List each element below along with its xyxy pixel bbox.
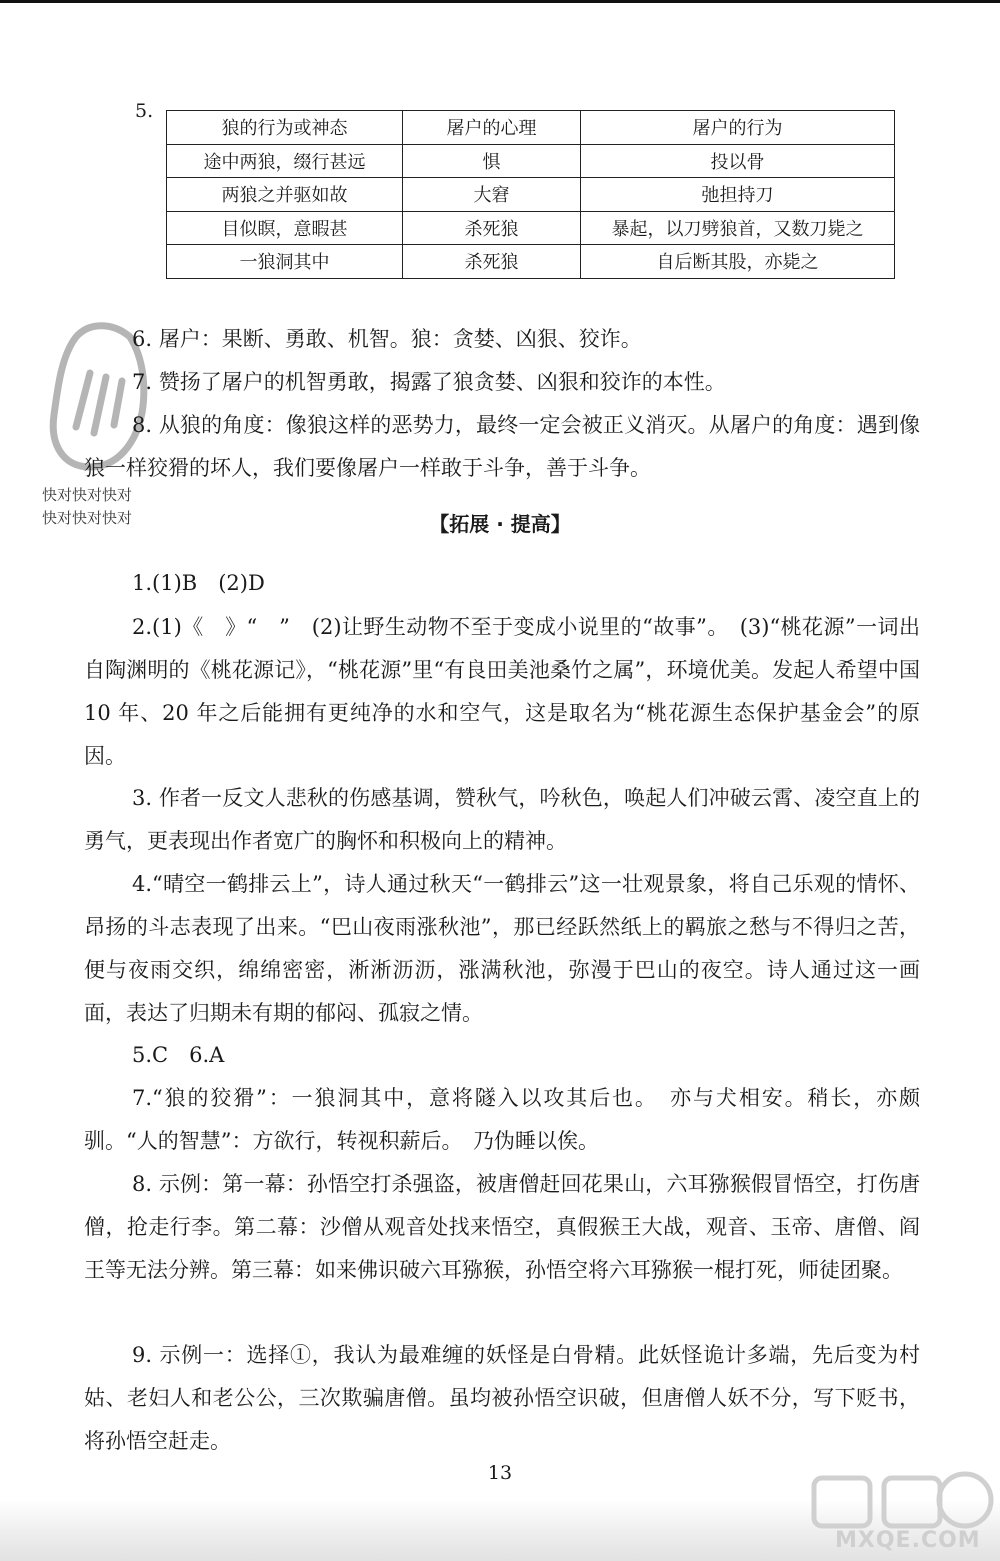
answer-ext-7: 7.“狼的狡猾”：一狼洞其中，意将隧入以攻其后也。 亦与犬相安。稍长，亦颇驯。“人的智慧”：方欲行，转视积薪后。 乃伪睡以俟。 bbox=[84, 1086, 920, 1153]
page-number: 13 bbox=[487, 1462, 513, 1484]
answer-ext-4: 4.“晴空一鹤排云上”，诗人通过秋天“一鹤排云”这一壮观景象，将自己乐观的情怀、昂扬的斗志表现了出来。“巴山夜雨涨秋池”，那已经跃然纸上的羁旅之愁与不得归之苦，便与夜雨交织，绵绵密密，淅淅沥沥，涨满秋池，弥漫于巴山的夜空。诗人通过这一画面，表达了归期未有期的郁闷、孤寂之情。 bbox=[84, 872, 920, 1025]
answer-ext-5-6: 5.C 6.A bbox=[132, 1043, 225, 1067]
table-row bbox=[167, 245, 895, 279]
answer-ext-3: 3. 作者一反文人悲秋的伤感基调，赞秋气，吟秋色，唤起人们冲破云霄、凌空直上的勇气，更表现出作者宽广的胸怀和积极向上的精神。 bbox=[84, 786, 920, 853]
table-header-cell: 屠户的心理 bbox=[403, 111, 581, 145]
table-cell: 惧 bbox=[403, 144, 581, 178]
table-header-cell: 屠户的行为 bbox=[581, 111, 895, 145]
table-header-row bbox=[167, 111, 895, 145]
table-cell: 目似瞑，意暇甚 bbox=[167, 211, 403, 245]
site-url-watermark: MXQE.COM bbox=[835, 1528, 981, 1553]
table-cell: 自后断其股，亦毙之 bbox=[581, 245, 895, 279]
page-top-border bbox=[0, 0, 1000, 3]
answer-ext-1: 1.(1)B (2)D bbox=[132, 571, 265, 595]
table-row bbox=[167, 211, 895, 245]
table-cell: 一狼洞其中 bbox=[167, 245, 403, 279]
table-cell: 大窘 bbox=[403, 178, 581, 212]
answer-table bbox=[166, 110, 895, 279]
table-cell: 暴起，以刀劈狼首，又数刀毙之 bbox=[581, 211, 895, 245]
answer-8: 8. 从狼的角度：像狼这样的恶势力，最终一定会被正义消灭。从屠户的角度：遇到像狼一样狡猾的坏人，我们要像屠户一样敢于斗争，善于斗争。 bbox=[84, 413, 920, 480]
answer-ext-2: 2.(1)《 》“ ” (2)让野生动物不至于变成小说里的“故事”。 (3)“桃花源”一词出自陶渊明的《桃花源记》，“桃花源”里“有良田美池桑竹之属”，环境优美。发起人希望中国 10 年、20 年之后能拥有更纯净的水和空气，这是取名为“桃花源生态保护基金会”的原因。 bbox=[84, 615, 927, 768]
table-cell: 途中两狼，缀行甚远 bbox=[167, 144, 403, 178]
watermark-line: 快对快对快对 bbox=[42, 486, 133, 504]
answer-ext-8: 8. 示例：第一幕：孙悟空打杀强盗，被唐僧赶回花果山，六耳猕猴假冒悟空，打伤唐僧，抢走行李。第二幕：沙僧从观音处找来悟空，真假猴王大战，观音、玉帝、唐僧、阎王等无法分辨。第三幕：如来佛识破六耳猕猴，孙悟空将六耳猕猴一棍打死，师徒团聚。 bbox=[84, 1172, 920, 1282]
answer-6: 6. 屠户：果断、勇敢、机智。狼：贪婪、凶狠、狡诈。 bbox=[132, 327, 642, 351]
table-cell: 两狼之并驱如故 bbox=[167, 178, 403, 212]
table-cell: 杀死狼 bbox=[403, 245, 581, 279]
answer-7: 7. 赞扬了屠户的机智勇敢，揭露了狼贪婪、凶狠和狡诈的本性。 bbox=[132, 370, 726, 394]
table-header-cell: 狼的行为或神态 bbox=[167, 111, 403, 145]
watermark-line: 快对快对快对 bbox=[42, 509, 133, 527]
table-row bbox=[167, 144, 895, 178]
table-cell: 杀死狼 bbox=[403, 211, 581, 245]
answer-ext-9: 9. 示例一：选择①，我认为最难缠的妖怪是白骨精。此妖怪诡计多端，先后变为村姑、老妇人和老公公，三次欺骗唐僧。虽均被孙悟空识破，但唐僧人妖不分，写下贬书，将孙悟空赶走。 bbox=[84, 1343, 920, 1453]
table-row bbox=[167, 178, 895, 212]
question-5-label: 5. bbox=[135, 100, 154, 122]
table-cell: 弛担持刀 bbox=[581, 178, 895, 212]
table-cell: 投以骨 bbox=[581, 144, 895, 178]
section-title: 【拓展 · 提高】 bbox=[429, 512, 571, 536]
